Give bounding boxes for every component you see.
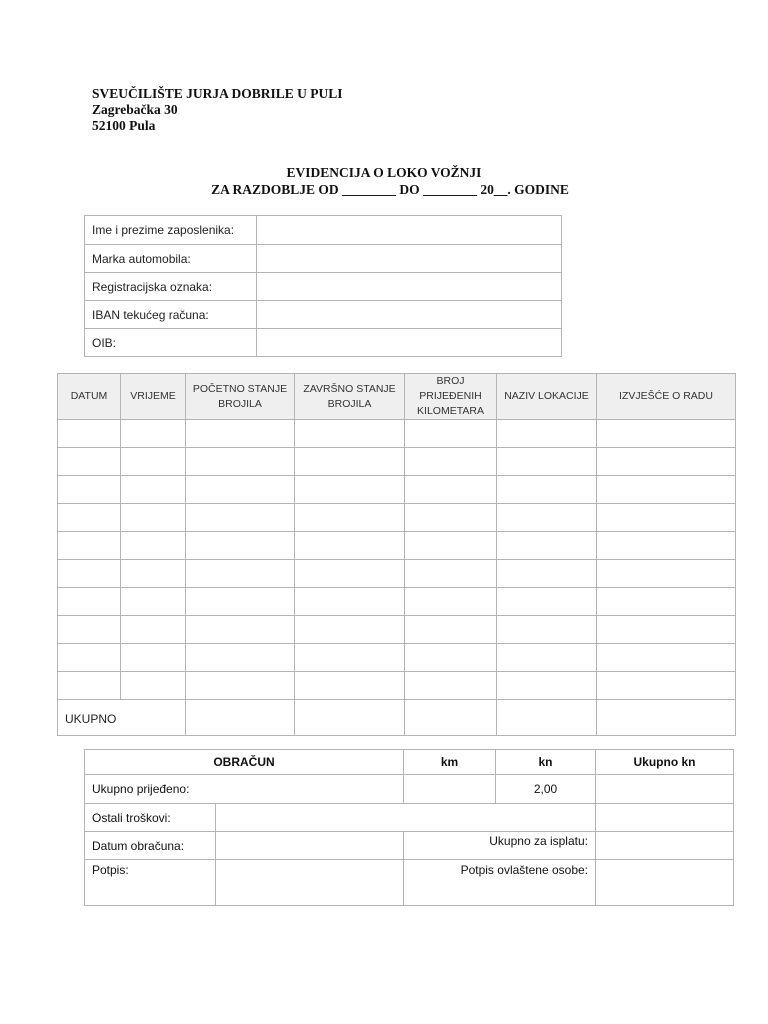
calc-header-km: km — [404, 750, 496, 775]
table-row — [58, 616, 736, 644]
log-header-row — [58, 374, 736, 420]
info-value-iban[interactable] — [257, 301, 562, 329]
document-title: EVIDENCIJA O LOKO VOŽNJI — [286, 165, 482, 180]
log-total-km[interactable] — [405, 700, 497, 736]
calc-value-datum[interactable] — [216, 832, 404, 860]
calc-header-kn: kn — [496, 750, 596, 775]
info-value-car[interactable] — [257, 245, 562, 273]
info-value-name[interactable] — [257, 216, 562, 245]
table-row — [58, 420, 736, 448]
table-row — [58, 476, 736, 504]
table-row — [58, 504, 736, 532]
log-header-datum: DATUM — [58, 374, 121, 420]
info-row-car — [85, 245, 562, 273]
calc-row-signature — [85, 860, 734, 906]
calc-label-potpis-ovlastene: Potpis ovlaštene osobe: — [404, 860, 596, 906]
info-row-iban — [85, 301, 562, 329]
calc-row-other-costs — [85, 804, 734, 832]
trip-log-table — [57, 373, 736, 736]
institution-street: Zagrebačka 30 — [92, 102, 178, 117]
info-label-oib: OIB: — [85, 329, 257, 357]
calc-value-za-isplatu[interactable] — [596, 832, 734, 860]
log-total-pocetno[interactable] — [186, 700, 295, 736]
log-header-izvjesce: IZVJEŠĆE O RADU — [597, 374, 736, 420]
log-total-lokacija[interactable] — [497, 700, 597, 736]
calc-value-ostali-kn[interactable] — [596, 804, 734, 832]
calc-header-row — [85, 750, 734, 775]
info-row-oib — [85, 329, 562, 357]
log-total-label: UKUPNO — [58, 700, 186, 736]
info-value-oib[interactable] — [257, 329, 562, 357]
info-label-name: Ime i prezime zaposlenika: — [85, 216, 257, 245]
calc-label-datum: Datum obračuna: — [85, 832, 216, 860]
employee-info-table — [84, 215, 562, 357]
calc-header-ukupno-kn: Ukupno kn — [596, 750, 734, 775]
info-label-plate: Registracijska oznaka: — [85, 273, 257, 301]
info-value-plate[interactable] — [257, 273, 562, 301]
log-header-km: BROJ PRIJEĐENIH KILOMETARA — [405, 374, 497, 420]
table-row — [58, 448, 736, 476]
table-row — [58, 532, 736, 560]
calc-value-potpis[interactable] — [216, 860, 404, 906]
calc-value-ostali[interactable] — [216, 804, 596, 832]
calc-label-ukupno-prijedeno: Ukupno prijeđeno: — [85, 775, 404, 804]
calc-value-ukupno-kn[interactable] — [596, 775, 734, 804]
table-row — [58, 644, 736, 672]
log-total-zavrsno[interactable] — [295, 700, 405, 736]
log-body — [58, 420, 736, 736]
calc-value-potpis-ovlastene[interactable] — [596, 860, 734, 906]
calc-label-za-isplatu: Ukupno za isplatu: — [404, 832, 596, 860]
calc-row-date — [85, 832, 734, 860]
document-period: ZA RAZDOBLJE OD ________ DO ________ 20__. GODINE — [211, 182, 569, 197]
info-row-plate — [85, 273, 562, 301]
log-total-izvjesce[interactable] — [597, 700, 736, 736]
calc-value-rate: 2,00 — [496, 775, 596, 804]
table-row — [58, 672, 736, 700]
info-label-car: Marka automobila: — [85, 245, 257, 273]
institution-name: SVEUČILIŠTE JURJA DOBRILE U PULI — [92, 86, 343, 101]
log-header-pocetno: POČETNO STANJE BROJILA — [186, 374, 295, 420]
institution-header — [92, 86, 343, 134]
log-total-row — [58, 700, 736, 736]
institution-city: 52100 Pula — [92, 118, 156, 133]
calculation-table — [84, 749, 734, 906]
log-header-zavrsno: ZAVRŠNO STANJE BROJILA — [295, 374, 405, 420]
table-row — [58, 588, 736, 616]
calc-value-km[interactable] — [404, 775, 496, 804]
table-row — [58, 560, 736, 588]
calc-row-distance — [85, 775, 734, 804]
calc-label-ostali: Ostali troškovi: — [85, 804, 216, 832]
calc-header-obracun: OBRAČUN — [85, 750, 404, 775]
info-label-iban: IBAN tekućeg računa: — [85, 301, 257, 329]
info-row-name — [85, 216, 562, 245]
calc-label-potpis: Potpis: — [85, 860, 216, 906]
log-header-vrijeme: VRIJEME — [121, 374, 186, 420]
log-header-lokacija: NAZIV LOKACIJE — [497, 374, 597, 420]
